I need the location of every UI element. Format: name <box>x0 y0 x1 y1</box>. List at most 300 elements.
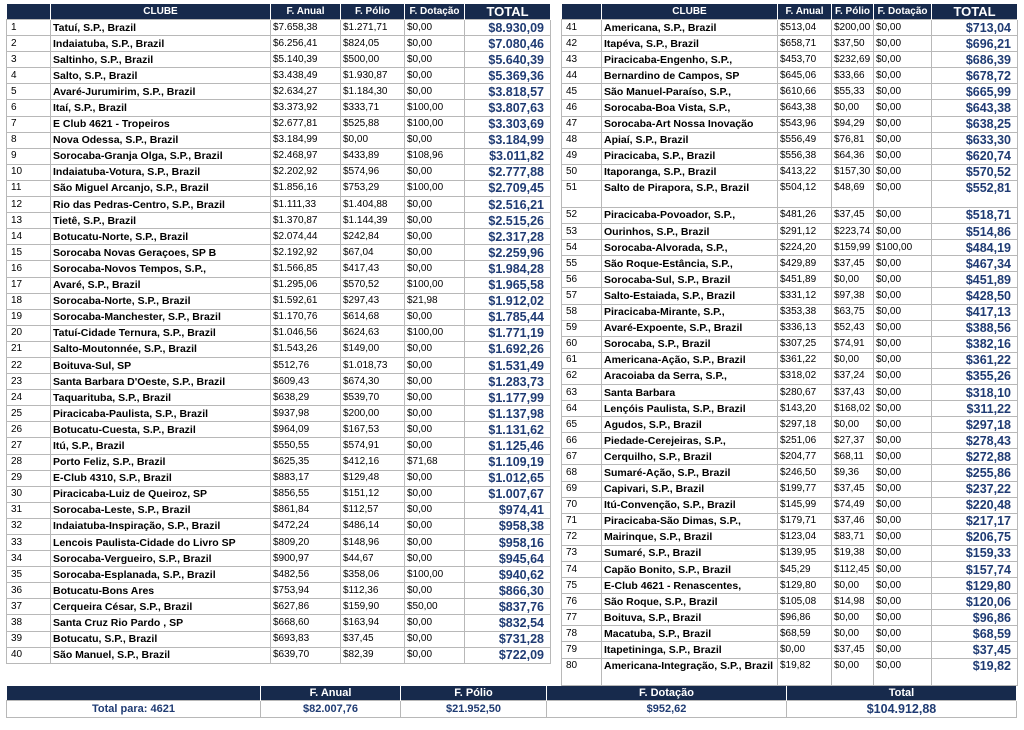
dotacao-value: $0,00 <box>874 545 932 561</box>
total-value: $866,30 <box>465 583 551 599</box>
polio-value: $27,37 <box>832 433 874 449</box>
dotacao-value: $0,00 <box>874 207 932 223</box>
dotacao-value: $0,00 <box>874 68 932 84</box>
club-name: Sorocaba-Art Nossa Inovação <box>602 116 778 132</box>
total-value: $417,13 <box>932 304 1018 320</box>
club-name: Botucatu-Bons Ares <box>51 583 271 599</box>
total-value: $2.777,88 <box>465 164 551 180</box>
dotacao-value: $0,00 <box>874 401 932 417</box>
polio-value: $14,98 <box>832 594 874 610</box>
table-row <box>562 207 1018 223</box>
row-number: 11 <box>7 180 51 196</box>
total-value: $355,26 <box>932 368 1018 384</box>
table-row <box>562 368 1018 384</box>
row-number: 78 <box>562 626 602 642</box>
anual-value: $1.856,16 <box>271 180 341 196</box>
dotacao-value: $0,00 <box>874 148 932 164</box>
row-number: 44 <box>562 68 602 84</box>
dotacao-value: $0,00 <box>874 610 932 626</box>
polio-value: $37,45 <box>832 481 874 497</box>
dotacao-value: $0,00 <box>405 132 465 148</box>
row-number: 73 <box>562 545 602 561</box>
polio-value: $9,36 <box>832 465 874 481</box>
anual-value: $693,83 <box>271 631 341 647</box>
polio-value: $37,50 <box>832 36 874 52</box>
anual-value: $883,17 <box>271 470 341 486</box>
row-number: 9 <box>7 148 51 164</box>
total-value: $678,72 <box>932 68 1018 84</box>
row-number: 14 <box>7 229 51 245</box>
club-name: Itú, S.P., Brazil <box>51 438 271 454</box>
total-value: $220,48 <box>932 497 1018 513</box>
polio-value: $167,53 <box>341 422 405 438</box>
table-row <box>7 116 551 132</box>
total-value: $713,04 <box>932 20 1018 36</box>
table-row <box>562 384 1018 400</box>
row-number: 69 <box>562 481 602 497</box>
table-row <box>7 148 551 164</box>
anual-value: $2.468,97 <box>271 148 341 164</box>
polio-value: $674,30 <box>341 374 405 390</box>
header-total: TOTAL <box>465 4 551 20</box>
club-name: Rio das Pedras-Centro, S.P., Brazil <box>51 197 271 213</box>
table-row <box>562 100 1018 116</box>
club-name: Lençóis Paulista, S.P., Brazil <box>602 401 778 417</box>
club-name: Botucatu-Cuesta, S.P., Brazil <box>51 422 271 438</box>
dotacao-value: $0,00 <box>874 36 932 52</box>
polio-value: $157,30 <box>832 164 874 180</box>
anual-value: $1.543,26 <box>271 341 341 357</box>
right-table-body <box>562 20 1018 686</box>
dotacao-value: $0,00 <box>405 486 465 502</box>
anual-value: $123,04 <box>778 529 832 545</box>
polio-value: $333,71 <box>341 100 405 116</box>
dotacao-value: $100,00 <box>405 180 465 196</box>
dotacao-value: $0,00 <box>405 438 465 454</box>
anual-value: $625,35 <box>271 454 341 470</box>
row-number: 79 <box>562 642 602 658</box>
dotacao-value: $0,00 <box>405 164 465 180</box>
polio-value: $64,36 <box>832 148 874 164</box>
total-value: $2.709,45 <box>465 180 551 196</box>
anual-value: $1.111,33 <box>271 197 341 213</box>
table-row <box>7 357 551 373</box>
total-value: $8.930,09 <box>465 20 551 36</box>
row-number: 75 <box>562 578 602 594</box>
dotacao-value: $0,00 <box>874 164 932 180</box>
row-number: 71 <box>562 513 602 529</box>
club-name: Avaré, S.P., Brazil <box>51 277 271 293</box>
table-row <box>7 583 551 599</box>
anual-value: $472,24 <box>271 518 341 534</box>
total-value: $958,38 <box>465 518 551 534</box>
table-row <box>7 454 551 470</box>
table-row <box>7 631 551 647</box>
anual-value: $610,66 <box>778 84 832 100</box>
polio-value: $82,39 <box>341 647 405 663</box>
total-value: $837,76 <box>465 599 551 615</box>
dotacao-value: $0,00 <box>405 213 465 229</box>
total-value: $37,45 <box>932 642 1018 658</box>
club-name: Americana-Integração, S.P., Brazil <box>602 658 778 685</box>
anual-value: $543,96 <box>778 116 832 132</box>
total-value: $686,39 <box>932 52 1018 68</box>
total-value: $3.807,63 <box>465 100 551 116</box>
club-name: Tatuí-Cidade Ternura, S.P., Brazil <box>51 325 271 341</box>
anual-value: $668,60 <box>271 615 341 631</box>
total-value: $940,62 <box>465 567 551 583</box>
anual-value: $809,20 <box>271 535 341 551</box>
anual-value: $1.592,61 <box>271 293 341 309</box>
total-value: $1.007,67 <box>465 486 551 502</box>
summary-label: Total para: 4621 <box>7 701 261 718</box>
club-name: Piracicaba-Mirante, S.P., <box>602 304 778 320</box>
anual-value: $224,20 <box>778 240 832 256</box>
table-row <box>7 647 551 663</box>
dotacao-value: $100,00 <box>405 325 465 341</box>
table-row <box>562 288 1018 304</box>
dotacao-value: $0,00 <box>405 647 465 663</box>
polio-value: $614,68 <box>341 309 405 325</box>
polio-value: $824,05 <box>341 36 405 52</box>
club-name: Lencois Paulista-Cidade do Livro SP <box>51 535 271 551</box>
polio-value: $37,45 <box>341 631 405 647</box>
table-row <box>562 545 1018 561</box>
anual-value: $204,77 <box>778 449 832 465</box>
club-name: Itaporanga, S.P., Brazil <box>602 164 778 180</box>
polio-value: $200,00 <box>341 406 405 422</box>
club-name: Boituva, S.P., Brazil <box>602 610 778 626</box>
anual-value: $1.295,06 <box>271 277 341 293</box>
polio-value: $486,14 <box>341 518 405 534</box>
row-number: 77 <box>562 610 602 626</box>
dotacao-value: $0,00 <box>405 20 465 36</box>
club-name: Santa Barbara D'Oeste, S.P., Brazil <box>51 374 271 390</box>
table-row <box>562 36 1018 52</box>
total-value: $633,30 <box>932 132 1018 148</box>
table-row <box>562 320 1018 336</box>
row-number: 61 <box>562 352 602 368</box>
row-number: 23 <box>7 374 51 390</box>
row-number: 62 <box>562 368 602 384</box>
total-value: $1.531,49 <box>465 357 551 373</box>
club-name: Tietê, S.P., Brazil <box>51 213 271 229</box>
dotacao-value: $0,00 <box>405 422 465 438</box>
row-number: 52 <box>562 207 602 223</box>
club-name: Piracicaba, S.P., Brazil <box>602 148 778 164</box>
row-number: 66 <box>562 433 602 449</box>
total-value: $217,17 <box>932 513 1018 529</box>
club-name: Itaí, S.P., Brazil <box>51 100 271 116</box>
club-name: E-Club 4621 - Renascentes, <box>602 578 778 594</box>
table-row <box>7 422 551 438</box>
total-value: $255,86 <box>932 465 1018 481</box>
club-name: Aracoiaba da Serra, S.P., <box>602 368 778 384</box>
total-value: $318,10 <box>932 384 1018 400</box>
row-number: 26 <box>7 422 51 438</box>
dotacao-value: $100,00 <box>405 100 465 116</box>
table-row <box>562 497 1018 513</box>
row-number: 6 <box>7 100 51 116</box>
club-name: Sumaré, S.P., Brazil <box>602 545 778 561</box>
table-row <box>7 390 551 406</box>
dotacao-value: $100,00 <box>874 240 932 256</box>
table-row <box>7 615 551 631</box>
summary-header-total: Total <box>787 686 1017 701</box>
dotacao-value: $0,00 <box>874 658 932 685</box>
polio-value: $37,45 <box>832 256 874 272</box>
polio-value: $412,16 <box>341 454 405 470</box>
total-value: $1.177,99 <box>465 390 551 406</box>
total-value: $1.131,62 <box>465 422 551 438</box>
table-row <box>562 20 1018 36</box>
total-value: $1.125,46 <box>465 438 551 454</box>
polio-value: $232,69 <box>832 52 874 68</box>
row-number: 7 <box>7 116 51 132</box>
club-name: Itapéva, S.P., Brazil <box>602 36 778 52</box>
club-name: Piracicaba-São Dimas, S.P., <box>602 513 778 529</box>
polio-value: $63,75 <box>832 304 874 320</box>
dotacao-value: $0,00 <box>405 583 465 599</box>
club-name: Cerquilho, S.P., Brazil <box>602 449 778 465</box>
club-name: Salto, S.P., Brazil <box>51 68 271 84</box>
table-row <box>562 578 1018 594</box>
anual-value: $550,55 <box>271 438 341 454</box>
row-number: 19 <box>7 309 51 325</box>
club-name: Piracicaba-Luiz de Queiroz, SP <box>51 486 271 502</box>
table-row <box>562 352 1018 368</box>
table-row <box>7 100 551 116</box>
total-value: $974,41 <box>465 502 551 518</box>
table-row <box>7 293 551 309</box>
table-row <box>7 68 551 84</box>
polio-value: $159,99 <box>832 240 874 256</box>
anual-value: $451,89 <box>778 272 832 288</box>
polio-value: $539,70 <box>341 390 405 406</box>
dotacao-value: $0,00 <box>405 615 465 631</box>
anual-value: $19,82 <box>778 658 832 685</box>
summary-polio: $21.952,50 <box>401 701 547 718</box>
row-number: 43 <box>562 52 602 68</box>
polio-value: $55,33 <box>832 84 874 100</box>
table-row <box>562 68 1018 84</box>
dotacao-value: $0,00 <box>405 518 465 534</box>
row-number: 24 <box>7 390 51 406</box>
row-number: 34 <box>7 551 51 567</box>
anual-value: $291,12 <box>778 224 832 240</box>
total-value: $484,19 <box>932 240 1018 256</box>
dotacao-value: $0,00 <box>405 535 465 551</box>
table-row <box>7 502 551 518</box>
table-row <box>7 261 551 277</box>
row-number: 27 <box>7 438 51 454</box>
summary-header-anual: F. Anual <box>261 686 401 701</box>
row-number: 42 <box>562 36 602 52</box>
total-value: $388,56 <box>932 320 1018 336</box>
header-no <box>562 4 602 20</box>
dotacao-value: $0,00 <box>405 406 465 422</box>
club-name: Salto-Estaiada, S.P., Brazil <box>602 288 778 304</box>
dotacao-value: $0,00 <box>874 481 932 497</box>
polio-value: $83,71 <box>832 529 874 545</box>
polio-value: $67,04 <box>341 245 405 261</box>
club-name: Sorocaba-Sul, S.P., Brazil <box>602 272 778 288</box>
row-number: 18 <box>7 293 51 309</box>
anual-value: $1.170,76 <box>271 309 341 325</box>
club-name: São Manuel, S.P., Brazil <box>51 647 271 663</box>
polio-value: $37,46 <box>832 513 874 529</box>
polio-value: $1.144,39 <box>341 213 405 229</box>
left-table-body <box>7 20 551 664</box>
table-row <box>562 224 1018 240</box>
table-row <box>562 132 1018 148</box>
summary-header-dotacao: F. Dotação <box>547 686 787 701</box>
club-name: Americana-Ação, S.P., Brazil <box>602 352 778 368</box>
row-number: 17 <box>7 277 51 293</box>
polio-value: $1.184,30 <box>341 84 405 100</box>
total-value: $1.283,73 <box>465 374 551 390</box>
polio-value: $37,43 <box>832 384 874 400</box>
anual-value: $96,86 <box>778 610 832 626</box>
table-row <box>562 594 1018 610</box>
polio-value: $0,00 <box>341 132 405 148</box>
anual-value: $5.140,39 <box>271 52 341 68</box>
polio-value: $112,57 <box>341 502 405 518</box>
polio-value: $242,84 <box>341 229 405 245</box>
anual-value: $937,98 <box>271 406 341 422</box>
table-row <box>7 309 551 325</box>
row-number: 35 <box>7 567 51 583</box>
dotacao-value: $0,00 <box>405 631 465 647</box>
table-row <box>562 256 1018 272</box>
dotacao-value: $0,00 <box>874 132 932 148</box>
total-value: $7.080,46 <box>465 36 551 52</box>
table-row <box>562 529 1018 545</box>
anual-value: $482,56 <box>271 567 341 583</box>
polio-value: $1.018,73 <box>341 357 405 373</box>
polio-value: $574,96 <box>341 164 405 180</box>
polio-value: $0,00 <box>832 626 874 642</box>
dotacao-value: $0,00 <box>874 352 932 368</box>
dotacao-value: $0,00 <box>874 368 932 384</box>
club-name: Botucatu-Norte, S.P., Brazil <box>51 229 271 245</box>
dotacao-value: $0,00 <box>874 529 932 545</box>
anual-value: $179,71 <box>778 513 832 529</box>
polio-value: $37,45 <box>832 642 874 658</box>
anual-value: $45,29 <box>778 562 832 578</box>
anual-value: $6.256,41 <box>271 36 341 52</box>
table-row <box>7 438 551 454</box>
table-row <box>562 148 1018 164</box>
total-value: $206,75 <box>932 529 1018 545</box>
polio-value: $44,67 <box>341 551 405 567</box>
club-name: Agudos, S.P., Brazil <box>602 417 778 433</box>
summary-values-row <box>7 701 1017 718</box>
anual-value: $251,06 <box>778 433 832 449</box>
polio-value: $1.930,87 <box>341 68 405 84</box>
table-row <box>562 642 1018 658</box>
anual-value: $139,95 <box>778 545 832 561</box>
row-number: 30 <box>7 486 51 502</box>
anual-value: $639,70 <box>271 647 341 663</box>
dotacao-value: $0,00 <box>405 357 465 373</box>
anual-value: $246,50 <box>778 465 832 481</box>
header-clube: CLUBE <box>602 4 778 20</box>
total-value: $1.692,26 <box>465 341 551 357</box>
polio-value: $525,88 <box>341 116 405 132</box>
table-row <box>562 465 1018 481</box>
club-name: Cerqueira César, S.P., Brazil <box>51 599 271 615</box>
total-value: $620,74 <box>932 148 1018 164</box>
club-name: Apiaí, S.P., Brazil <box>602 132 778 148</box>
anual-value: $2.677,81 <box>271 116 341 132</box>
table-row <box>562 658 1018 685</box>
row-number: 58 <box>562 304 602 320</box>
anual-value: $429,89 <box>778 256 832 272</box>
row-number: 48 <box>562 132 602 148</box>
dotacao-value: $0,00 <box>874 626 932 642</box>
header-polio: F. Pólio <box>341 4 405 20</box>
table-row <box>562 304 1018 320</box>
table-row <box>7 374 551 390</box>
total-value: $129,80 <box>932 578 1018 594</box>
total-value: $159,33 <box>932 545 1018 561</box>
table-row <box>7 325 551 341</box>
total-value: $722,09 <box>465 647 551 663</box>
total-value: $3.011,82 <box>465 148 551 164</box>
polio-value: $0,00 <box>832 610 874 626</box>
table-row <box>562 116 1018 132</box>
anual-value: $1.046,56 <box>271 325 341 341</box>
total-value: $1.984,28 <box>465 261 551 277</box>
row-number: 29 <box>7 470 51 486</box>
club-name: Indaiatuba, S.P., Brazil <box>51 36 271 52</box>
dotacao-value: $0,00 <box>405 68 465 84</box>
total-value: $68,59 <box>932 626 1018 642</box>
right-table <box>561 4 1018 686</box>
club-name: São Miguel Arcanjo, S.P., Brazil <box>51 180 271 196</box>
anual-value: $143,20 <box>778 401 832 417</box>
polio-value: $500,00 <box>341 52 405 68</box>
club-name: Itapetininga, S.P., Brazil <box>602 642 778 658</box>
dotacao-value: $0,00 <box>874 320 932 336</box>
dotacao-value: $100,00 <box>405 116 465 132</box>
dotacao-value: $0,00 <box>405 261 465 277</box>
left-header-row <box>7 4 551 20</box>
anual-value: $361,22 <box>778 352 832 368</box>
anual-value: $1.566,85 <box>271 261 341 277</box>
row-number: 8 <box>7 132 51 148</box>
polio-value: $0,00 <box>832 658 874 685</box>
row-number: 20 <box>7 325 51 341</box>
table-row <box>562 417 1018 433</box>
anual-value: $512,76 <box>271 357 341 373</box>
polio-value: $163,94 <box>341 615 405 631</box>
dotacao-value: $0,00 <box>405 84 465 100</box>
dotacao-value: $0,00 <box>874 433 932 449</box>
anual-value: $318,02 <box>778 368 832 384</box>
polio-value: $417,43 <box>341 261 405 277</box>
total-value: $428,50 <box>932 288 1018 304</box>
club-name: Sorocaba-Granja Olga, S.P., Brazil <box>51 148 271 164</box>
club-name: E Club 4621 - Tropeiros <box>51 116 271 132</box>
polio-value: $0,00 <box>832 272 874 288</box>
row-number: 68 <box>562 465 602 481</box>
anual-value: $3.373,92 <box>271 100 341 116</box>
polio-value: $151,12 <box>341 486 405 502</box>
total-value: $2.515,26 <box>465 213 551 229</box>
row-number: 46 <box>562 100 602 116</box>
